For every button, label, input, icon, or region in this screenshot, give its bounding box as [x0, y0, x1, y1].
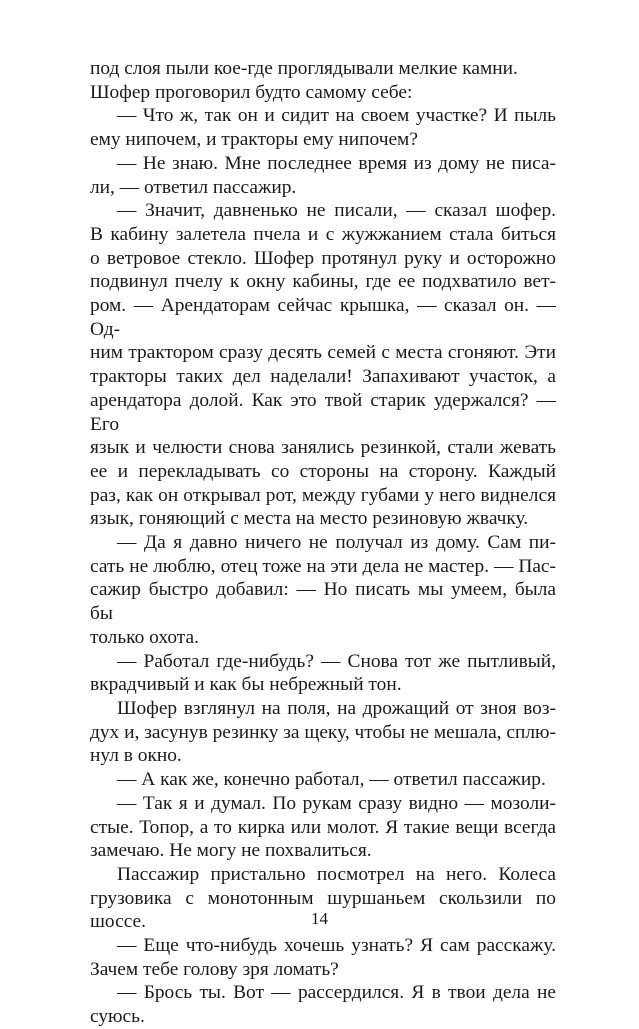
text-line: В кабину залетела пчела и с жужжанием стала биться	[90, 223, 556, 245]
text-line: ним трактором сразу десять семей с места сгоняют. Эти	[90, 342, 556, 364]
text-line: дух и, засунув резинку за щеку, чтобы не мешала, сплю-	[90, 721, 556, 743]
body-text	[90, 57, 556, 1029]
text-line: язык и челюсти снова занялись резинкой, стали жевать	[90, 437, 556, 459]
text-line: ром. — Арендаторам сейчас крышка, — сказал он. — Од-	[90, 295, 556, 340]
paragraph	[90, 152, 556, 199]
text-line: язык, гоняющий с места на место резиновую жвачку.	[90, 508, 529, 530]
text-line: шоссе.	[90, 911, 147, 933]
text-line: — А как же, конечно работал, — ответил пассажир.	[117, 769, 546, 791]
page-number: 14	[311, 909, 328, 928]
text-line: Шофер проговорил будто самому себе:	[90, 81, 413, 103]
text-line: суюсь.	[90, 1006, 145, 1028]
text-line: Пассажир пристально посмотрел на него. Колеса	[117, 863, 556, 885]
text-line: Зачем тебе голову зря ломать?	[90, 958, 339, 980]
text-line: ли, — ответил пассажир.	[90, 176, 297, 198]
paragraph	[90, 697, 556, 768]
paragraph	[90, 531, 556, 650]
text-line: сажир быстро добавил: — Но писать мы умеем, была бы	[90, 579, 556, 625]
paragraph	[90, 768, 556, 792]
paragraph	[90, 81, 556, 105]
text-line: — Значит, давненько не писали, — сказал шофер.	[117, 200, 556, 222]
text-line: только охота.	[90, 626, 199, 648]
text-line: Шофер взглянул на поля, на дрожащий от зноя воз-	[117, 697, 556, 719]
text-line: ему нипочем, и тракторы ему нипочем?	[90, 129, 418, 151]
text-line: арендатора долой. Как это твой старик удержался? — Его	[90, 389, 556, 435]
text-line: грузовика с монотонным шуршаньем скользили по	[90, 887, 556, 909]
text-line: — Брось ты. Вот — рассердился. Я в твои дела не	[117, 982, 556, 1004]
paragraph	[90, 934, 556, 981]
text-line: подвинул пчелу к окну кабины, где ее подхватило вет-	[90, 271, 556, 293]
text-line: — Так я и думал. По рукам сразу видно — мозоли-	[117, 792, 556, 814]
text-line: нул в окно.	[90, 745, 182, 767]
text-line: стые. Топор, а то кирка или молот. Я такие вещи всегда	[90, 816, 556, 838]
text-line: замечаю. Не могу не похвалиться.	[90, 840, 372, 862]
paragraph	[90, 104, 556, 151]
text-line: тракторы таких дел наделали! Запахивают участок, а	[90, 366, 556, 388]
text-line: — Что ж, так он и сидит на своем участке? И пыль	[117, 105, 556, 127]
text-line: — Не знаю. Мне последнее время из дому не писа-	[117, 152, 556, 174]
text-line: раз, как он открывал рот, между губами у него виднелся	[90, 484, 556, 506]
text-line: вкрадчивый и как бы небрежный тон.	[90, 674, 402, 696]
text-line: — Да я давно ничего не получал из дому. Сам пи-	[117, 532, 556, 554]
paragraph	[90, 650, 556, 697]
text-line: под слоя пыли кое-где проглядывали мелкие камни.	[90, 58, 518, 79]
text-line: сать не люблю, отец тоже на эти дела не мастер. — Пас-	[90, 555, 556, 577]
paragraph	[90, 792, 556, 863]
text-line: — Еще что-нибудь хочешь узнать? Я сам расскажу.	[117, 935, 556, 957]
text-line: ее и перекладывать со стороны на сторону. Каждый	[90, 460, 556, 482]
paragraph	[90, 981, 556, 1028]
text-line: о ветровое стекло. Шофер протянул руку и осторожно	[90, 247, 556, 269]
paragraph	[90, 199, 556, 531]
text-line: — Работал где-нибудь? — Снова тот же пытливый,	[117, 650, 556, 672]
paragraph	[90, 57, 556, 81]
